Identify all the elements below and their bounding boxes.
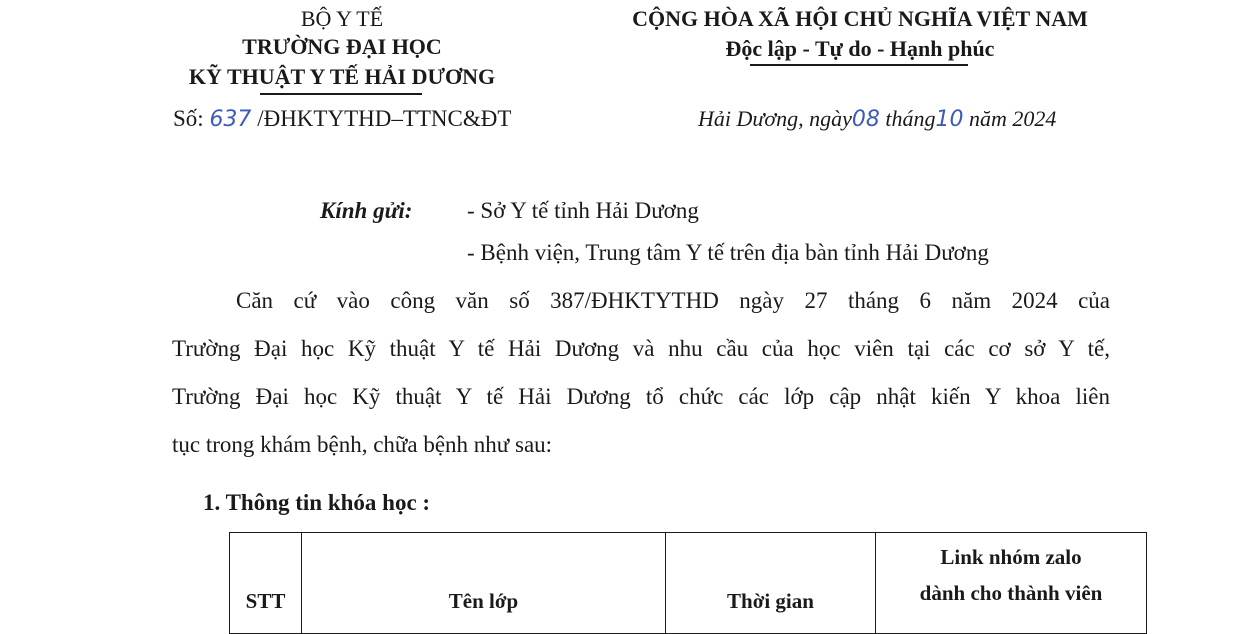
country-name: CỘNG HÒA XÃ HỘI CHỦ NGHĨA VIỆT NAM	[632, 6, 1088, 31]
date-year: năm 2024	[969, 106, 1057, 131]
paragraph-line: Trường Đại học Kỹ thuật Y tế Hải Dương và nhu cầu của học viên tại các cơ sở Y tế,	[172, 336, 1110, 361]
school-underline	[260, 93, 422, 95]
recipient-item: - Sở Y tế tỉnh Hải Dương	[467, 198, 699, 223]
header-time: Thời gian	[666, 533, 876, 634]
paragraph-line: Căn cứ vào công văn số 387/ĐHKTYTHD ngày 27 tháng 6 năm 2024 của	[236, 288, 1110, 313]
number-prefix: Số:	[173, 106, 204, 131]
motto-underline	[750, 64, 968, 66]
date-month-word: tháng	[885, 106, 936, 131]
header-link-line1: Link nhóm zalo	[940, 545, 1082, 569]
paragraph-line: tục trong khám bệnh, chữa bệnh như sau:	[172, 432, 553, 457]
header-link-line2: dành cho thành viên	[919, 581, 1103, 605]
date-day: 08	[851, 107, 880, 132]
paragraph-line: Trường Đại học Kỹ thuật Y tế Hải Dương tổ chức các lớp cập nhật kiến Y khoa liên	[172, 384, 1110, 409]
section-heading: 1. Thông tin khóa học :	[203, 490, 431, 515]
header-link	[876, 533, 1147, 634]
number-suffix: /ĐHKTYTHD–TTNC&ĐT	[257, 106, 512, 131]
header-class-name: Tên lớp	[302, 533, 666, 634]
document-number	[173, 106, 511, 132]
course-table	[229, 532, 1147, 634]
number-handwritten: 637	[209, 107, 252, 132]
ministry-name: BỘ Y TẾ	[300, 6, 384, 31]
motto: Độc lập - Tự do - Hạnh phúc	[725, 36, 995, 61]
school-name-line2: KỸ THUẬT Y TẾ HẢI DƯƠNG	[188, 64, 496, 89]
recipient-item: - Bệnh viện, Trung tâm Y tế trên địa bàn tỉnh Hải Dương	[467, 240, 989, 265]
date-month: 10	[935, 107, 964, 132]
date-prefix: Hải Dương, ngày	[698, 106, 852, 131]
recipients-label: Kính gửi:	[320, 198, 413, 223]
school-name-line1: TRƯỜNG ĐẠI HỌC	[242, 34, 442, 59]
header-stt: STT	[230, 533, 302, 634]
issue-date	[698, 106, 1056, 132]
